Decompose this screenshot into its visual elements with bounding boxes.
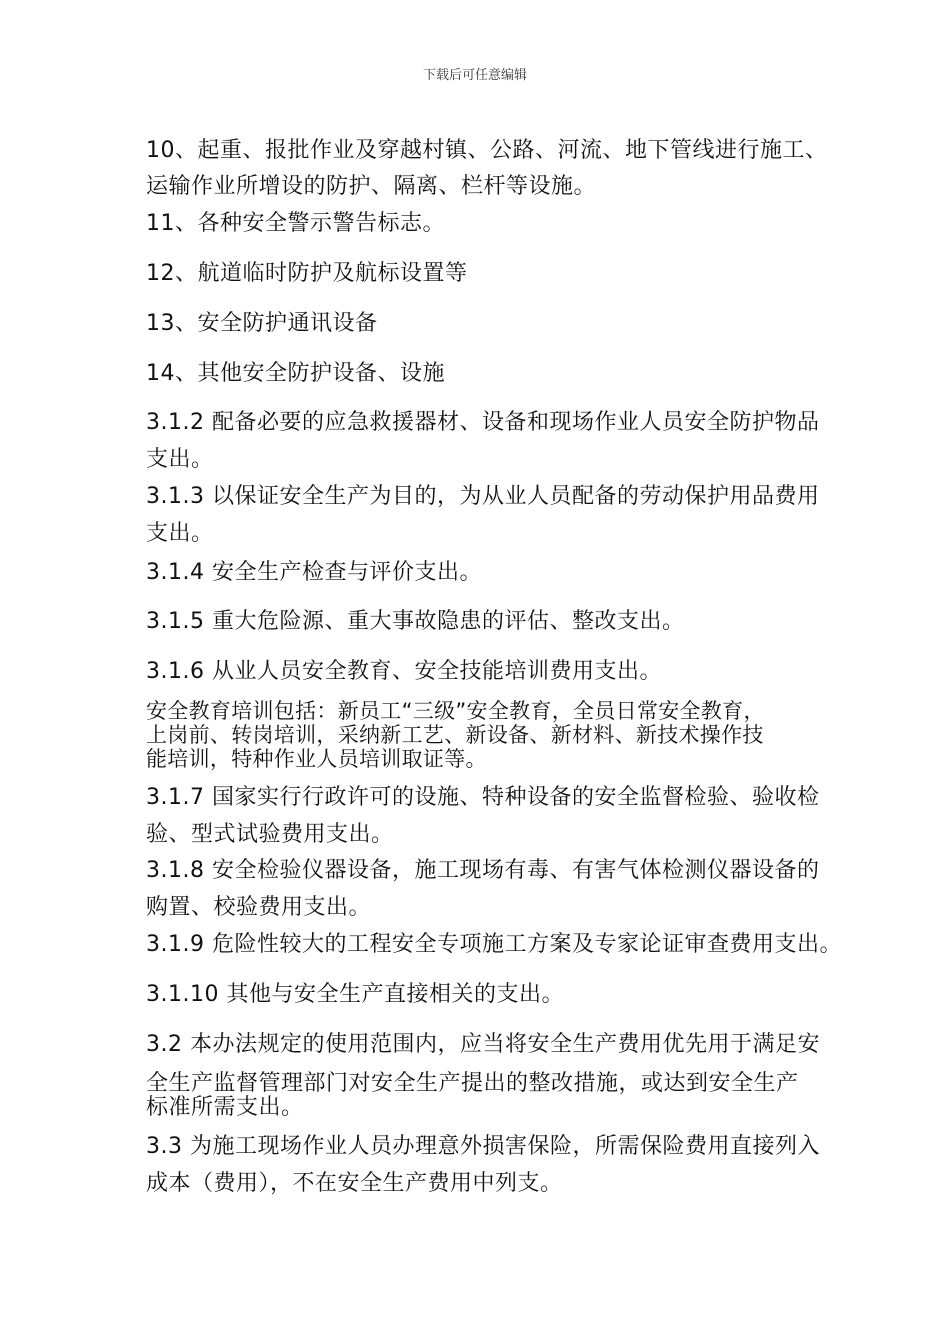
text-line: 3.2 本办法规定的使用范围内，应当将安全生产费用优先用于满足安 xyxy=(146,1032,820,1057)
text-line: 3.1.10 其他与安全生产直接相关的支出。 xyxy=(146,982,564,1007)
text-line: 3.1.4 安全生产检查与评价支出。 xyxy=(146,560,482,585)
text-line: 验、型式试验费用支出。 xyxy=(146,822,394,847)
text-line: 全生产监督管理部门对安全生产提出的整改措施，或达到安全生产 xyxy=(146,1071,799,1096)
text-line: 成本（费用），不在安全生产费用中列支。 xyxy=(146,1171,563,1196)
text-line: 3.1.9 危险性较大的工程安全专项施工方案及专家论证审查费用支出。 xyxy=(146,932,842,957)
text-line: 3.1.2 配备必要的应急救援器材、设备和现场作业人员安全防护物品 xyxy=(146,410,820,435)
text-line: 12、航道临时防护及航标设置等 xyxy=(146,261,468,286)
text-line: 3.3 为施工现场作业人员办理意外损害保险，所需保险费用直接列入 xyxy=(146,1134,820,1159)
text-line: 能培训，特种作业人员培训取证等。 xyxy=(146,747,487,771)
text-line: 3.1.7 国家实行行政许可的设施、特种设备的安全监督检验、验收检 xyxy=(146,785,820,810)
text-line: 3.1.8 安全检验仪器设备，施工现场有毒、有害气体检测仪器设备的 xyxy=(146,858,820,883)
text-line: 标准所需支出。 xyxy=(146,1095,304,1120)
text-line: 购置、校验费用支出。 xyxy=(146,895,372,920)
text-line: 3.1.6 从业人员安全教育、安全技能培训费用支出。 xyxy=(146,659,662,684)
text-line: 安全教育培训包括：新员工“三级”安全教育，全员日常安全教育， xyxy=(146,699,765,723)
page-header: 下载后可任意编辑 xyxy=(422,68,527,83)
text-line: 支出。 xyxy=(146,521,214,546)
text-line: 10、起重、报批作业及穿越村镇、公路、河流、地下管线进行施工、 xyxy=(146,138,828,163)
text-line: 支出。 xyxy=(146,447,214,472)
text-line: 14、其他安全防护设备、设施 xyxy=(146,361,445,386)
text-line: 3.1.5 重大危险源、重大事故隐患的评估、整改支出。 xyxy=(146,609,685,634)
text-line: 上岗前、转岗培训，采纳新工艺、新设备、新材料、新技术操作技 xyxy=(146,723,764,747)
text-line: 3.1.3 以保证安全生产为目的，为从业人员配备的劳动保护用品费用 xyxy=(146,484,820,509)
text-line: 11、各种安全警示警告标志。 xyxy=(146,211,445,236)
text-line: 运输作业所增设的防护、隔离、栏杆等设施。 xyxy=(146,174,597,199)
text-line: 13、安全防护通讯设备 xyxy=(146,311,378,336)
